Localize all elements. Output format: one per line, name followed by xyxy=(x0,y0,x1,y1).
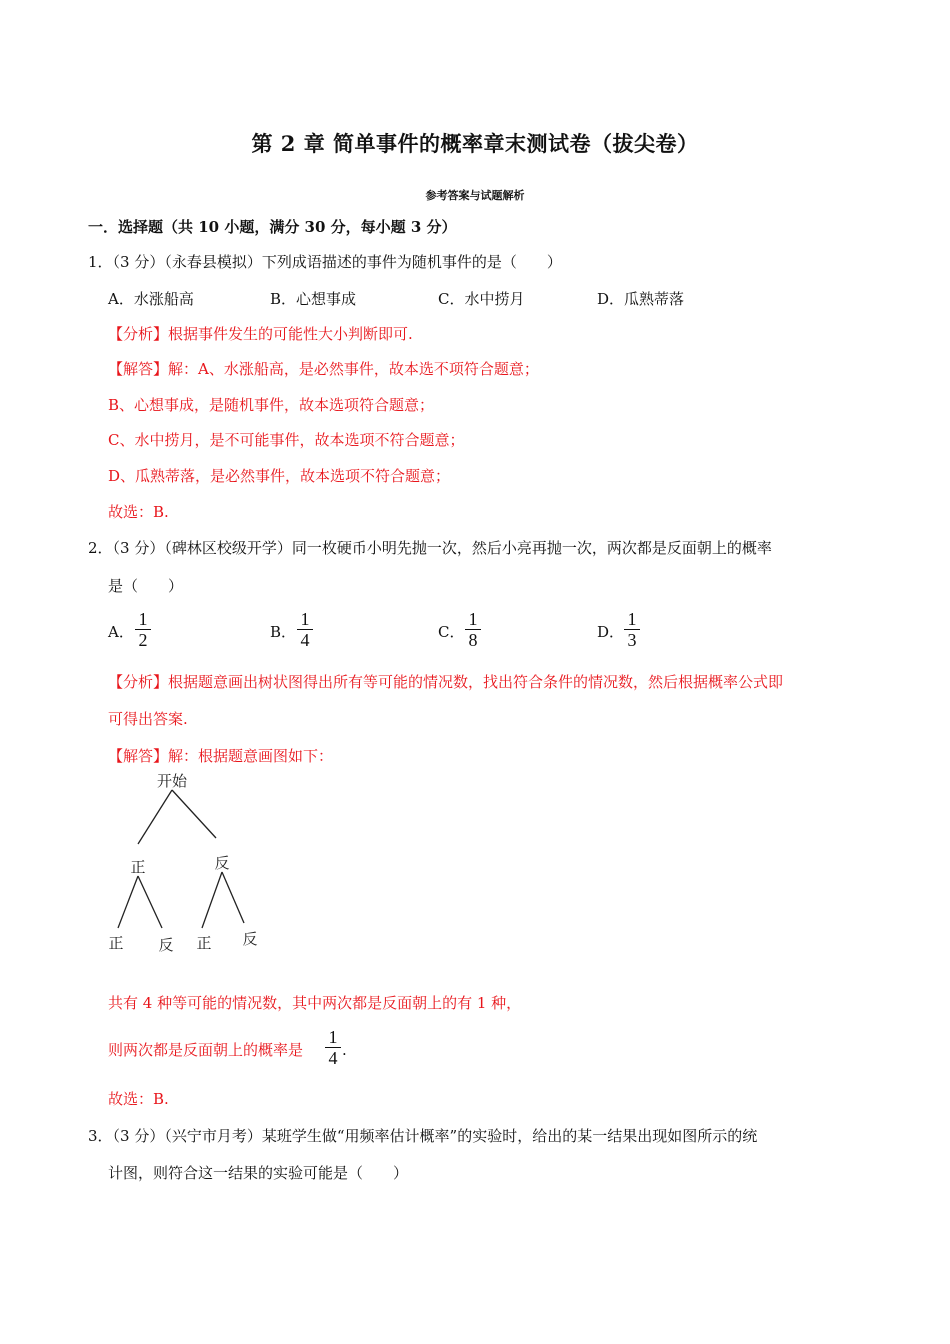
question-1-stem: 1．（3 分）（永春县模拟）下列成语描述的事件为随机事件的是（ ） xyxy=(88,253,562,271)
q2-option-c-label: C． xyxy=(438,623,465,641)
fraction-numerator: 1 xyxy=(627,609,637,629)
q1-option-b: B．心想事成 xyxy=(270,290,357,308)
q2-analysis-cont: 可得出答案. xyxy=(108,710,188,728)
q2-conclusion: 故选：B. xyxy=(108,1090,169,1108)
fraction-numerator: 1 xyxy=(300,609,310,629)
fraction-denominator: 4 xyxy=(328,1048,338,1068)
page-title: 第 2 章 简单事件的概率章末测试卷（拔尖卷） xyxy=(251,131,699,156)
q2-probability-end: . xyxy=(342,1041,347,1059)
tree-leaf-label: 正 xyxy=(196,934,212,952)
fraction-denominator: 8 xyxy=(468,630,478,650)
question-2-stem: 2．（3 分）（碑林区校级开学）同一枚硬币小明先抛一次，然后小亮再抛一次，两次都是反面朝上的概率 xyxy=(88,539,772,557)
q2-option-d-label: D． xyxy=(597,623,625,641)
q2-option-c-fraction xyxy=(465,610,481,650)
q1-answer-line: B、心想事成，是随机事件，故本选项符合题意； xyxy=(108,396,435,414)
tree-root-label: 开始 xyxy=(156,772,188,790)
tree-leaf-label: 反 xyxy=(158,936,174,954)
q2-summary: 共有 4 种等可能的情况数，其中两次都是反面朝上的有 1 种， xyxy=(108,994,522,1012)
q1-answer-line: C、水中捞月，是不可能事件，故本选项不符合题意； xyxy=(108,431,465,449)
q1-option-a: A．水涨船高 xyxy=(108,290,194,308)
q2-probability-fraction xyxy=(325,1028,341,1068)
tree-leaf-label: 正 xyxy=(108,934,124,952)
q1-answer-line: D、瓜熟蒂落，是必然事件，故本选项不符合题意； xyxy=(108,467,451,485)
question-2-stem-cont: 是（ ） xyxy=(108,577,184,595)
q2-option-a-label: A． xyxy=(108,623,134,641)
question-3-stem-cont: 计图，则符合这一结果的实验可能是（ ） xyxy=(108,1164,409,1182)
tree-diagram xyxy=(100,768,270,958)
q1-option-d: D．瓜熟蒂落 xyxy=(597,290,685,308)
q1-analysis: 【分析】根据事件发生的可能性大小判断即可. xyxy=(108,325,413,343)
q2-option-b-fraction xyxy=(297,610,313,650)
fraction-denominator: 4 xyxy=(300,630,310,650)
tree-branch xyxy=(222,872,244,923)
tree-branch xyxy=(202,872,222,928)
fraction-denominator: 2 xyxy=(138,630,148,650)
q2-option-a-fraction xyxy=(135,610,151,650)
q2-option-d-fraction xyxy=(624,610,640,650)
tree-branch xyxy=(138,876,162,928)
tree-branch xyxy=(118,876,138,928)
question-3-stem: 3．（3 分）（兴宁市月考）某班学生做“用频率估计概率”的实验时，给出的某一结果出现如图所示的统 xyxy=(88,1127,758,1145)
fraction-numerator: 1 xyxy=(468,609,478,629)
tree-node-label: 正 xyxy=(130,858,146,876)
q2-probability-text: 则两次都是反面朝上的概率是 xyxy=(108,1041,304,1059)
fraction-numerator: 1 xyxy=(138,609,148,629)
tree-branch xyxy=(172,790,216,838)
q2-option-b-label: B． xyxy=(270,623,297,641)
fraction-numerator: 1 xyxy=(328,1027,338,1047)
tree-node-label: 反 xyxy=(214,854,230,872)
tree-leaf-label: 反 xyxy=(242,930,258,948)
fraction-denominator: 3 xyxy=(627,630,637,650)
q1-answer-line: 【解答】解：A、水涨船高，是必然事件，故本选不项符合题意； xyxy=(108,360,539,378)
tree-branch xyxy=(138,790,172,844)
q2-analysis: 【分析】根据题意画出树状图得出所有等可能的情况数，找出符合条件的情况数，然后根据概率公式即 xyxy=(108,673,784,691)
q1-option-c: C．水中捞月 xyxy=(438,290,525,308)
section-heading: 一．选择题（共 10 小题，满分 30 分，每小题 3 分） xyxy=(88,218,457,236)
q1-conclusion: 故选：B. xyxy=(108,503,169,521)
q2-answer-intro: 【解答】解：根据题意画图如下： xyxy=(108,747,334,765)
page-subtitle: 参考答案与试题解析 xyxy=(425,189,525,202)
